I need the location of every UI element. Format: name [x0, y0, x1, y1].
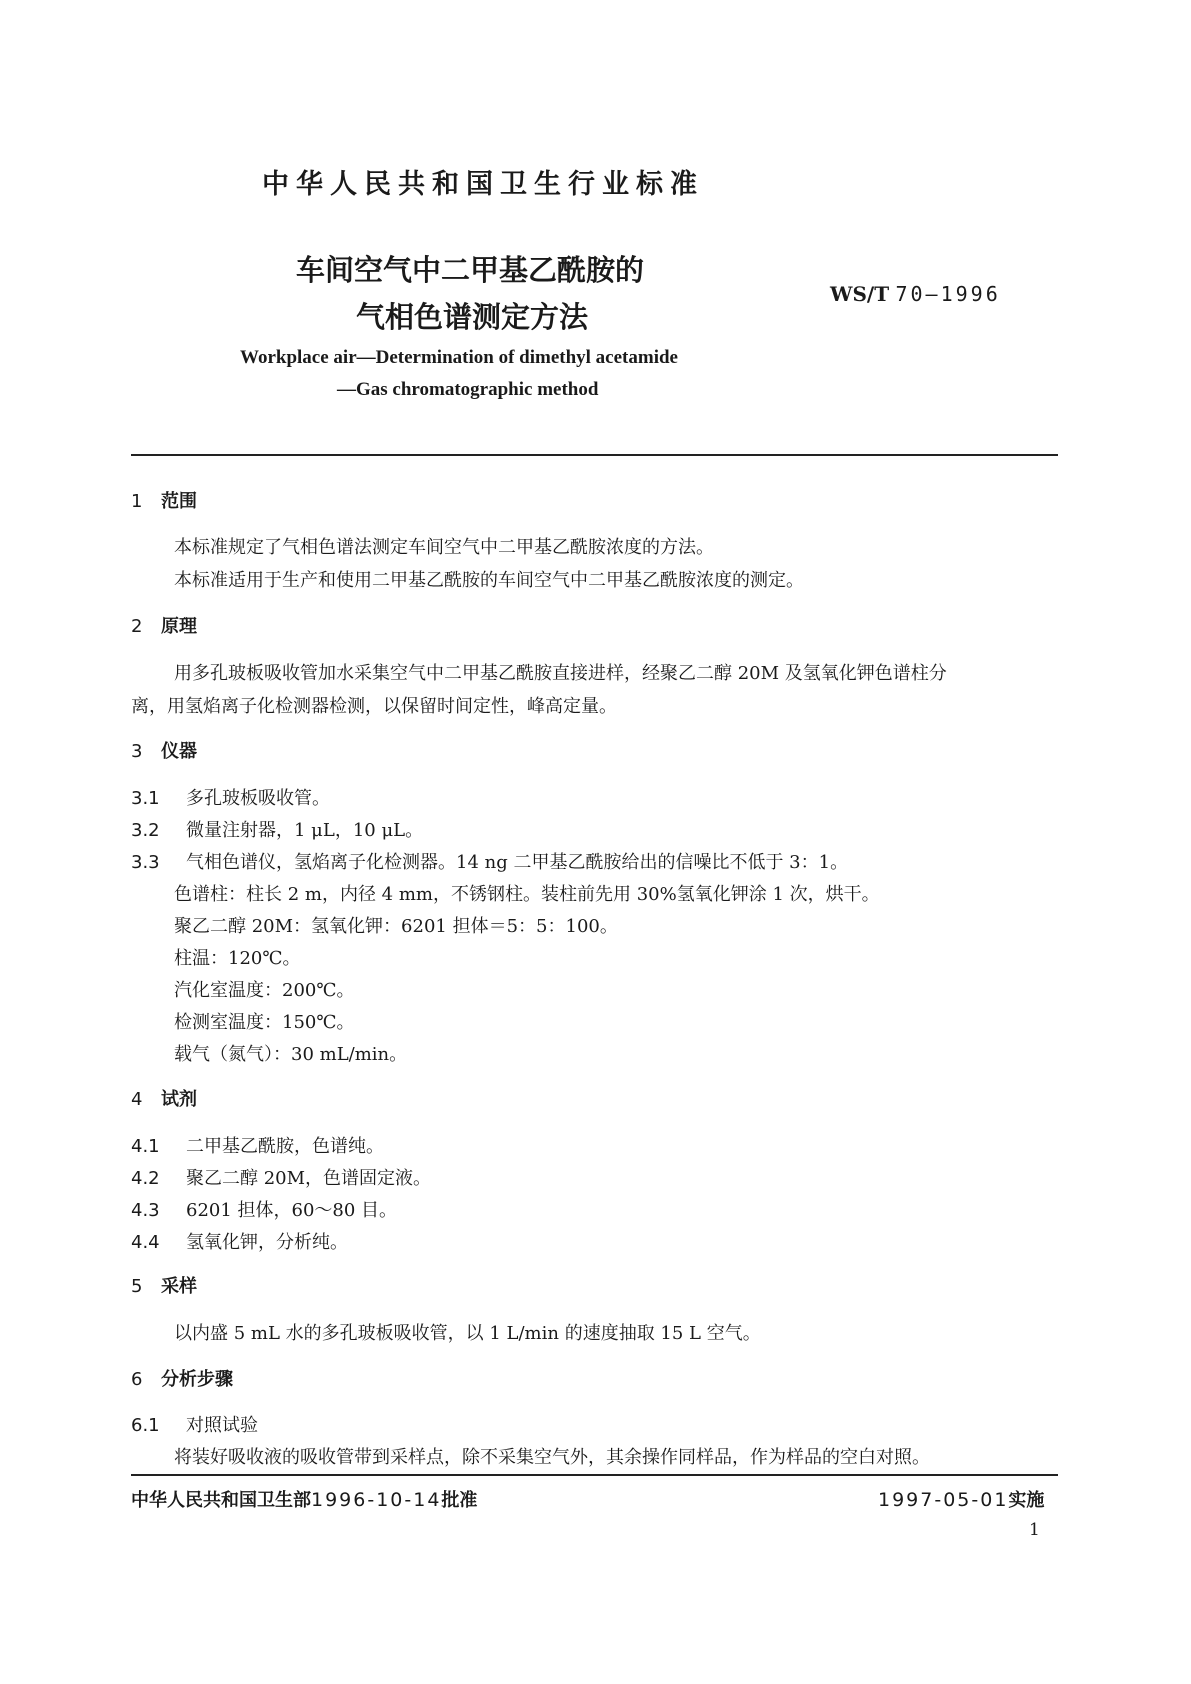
- standard-code-number: 70—1996: [895, 282, 1001, 306]
- section-3-item-1: 3.1 多孔玻板吸收管。: [131, 788, 330, 809]
- section-2-para-1: 用多孔玻板吸收管加水采集空气中二甲基乙酰胺直接进样，经聚乙二醇 20M 及氢氧化钾色谱柱分: [174, 663, 947, 684]
- title-en-line1: Workplace air—Determination of dimethyl acetamide: [240, 347, 678, 368]
- footer-effective-suffix: 实施: [1008, 1490, 1045, 1511]
- section-2-para-2: 离，用氢焰离子化检测器检测，以保留时间定性，峰高定量。: [131, 696, 617, 717]
- section-3-line-4: 汽化室温度：200℃。: [174, 980, 355, 1001]
- section-4-item-4: 4.4 氢氧化钾，分析纯。: [131, 1232, 348, 1253]
- section-6-heading: 6 分析步骤: [131, 1369, 233, 1390]
- footer-divider: [131, 1474, 1058, 1476]
- title-en-line2: —Gas chromatographic method: [337, 379, 599, 400]
- section-2-heading: 2 原理: [131, 616, 197, 637]
- section-3-line-6: 载气（氮气）：30 mL/min。: [174, 1044, 408, 1065]
- section-1-heading: 1 范围: [131, 491, 197, 512]
- header-divider: [131, 454, 1058, 456]
- section-5-heading: 5 采样: [131, 1276, 197, 1297]
- section-4-item-2: 4.2 聚乙二醇 20M，色谱固定液。: [131, 1168, 432, 1189]
- standard-organization: 中华人民共和国卫生行业标准: [262, 169, 704, 200]
- footer-approver: 中华人民共和国卫生部: [131, 1490, 311, 1511]
- title-cn-line1: 车间空气中二甲基乙酰胺的: [296, 253, 645, 287]
- section-3-line-5: 检测室温度：150℃。: [174, 1012, 355, 1033]
- title-cn-line2: 气相色谱测定方法: [356, 300, 589, 334]
- section-4-item-3: 4.3 6201 担体，60～80 目。: [131, 1200, 398, 1221]
- section-5-para-1: 以内盛 5 mL 水的多孔玻板吸收管，以 1 L/min 的速度抽取 15 L 空气。: [174, 1323, 761, 1344]
- section-3-item-2: 3.2 微量注射器，1 μL，10 μL。: [131, 820, 424, 841]
- section-3-line-2: 聚乙二醇 20M：氢氧化钾：6201 担体＝5：5：100。: [174, 916, 618, 937]
- page-number: 1: [1029, 1520, 1040, 1540]
- section-3-item-3: 3.3 气相色谱仪，氢焰离子化检测器。14 ng 二甲基乙酰胺给出的信噪比不低于 3：1。: [131, 852, 849, 873]
- section-6-para-1: 将装好吸收液的吸收管带到采样点，除不采集空气外，其余操作同样品，作为样品的空白对照。: [174, 1447, 930, 1468]
- footer-effective: [878, 1486, 1044, 1512]
- footer-approval: [131, 1486, 477, 1512]
- section-6-item-1: 6.1 对照试验: [131, 1415, 258, 1436]
- footer-approve-suffix: 批准: [441, 1490, 478, 1511]
- footer-effective-date: 1997-05-01: [878, 1489, 1009, 1511]
- footer-approve-date: 1996-10-14: [311, 1489, 442, 1511]
- section-1-para-2: 本标准适用于生产和使用二甲基乙酰胺的车间空气中二甲基乙酰胺浓度的测定。: [174, 570, 804, 591]
- section-4-item-1: 4.1 二甲基乙酰胺，色谱纯。: [131, 1136, 384, 1157]
- section-4-heading: 4 试剂: [131, 1089, 197, 1110]
- standard-code-prefix: WS/T: [830, 282, 890, 306]
- section-1-para-1: 本标准规定了气相色谱法测定车间空气中二甲基乙酰胺浓度的方法。: [174, 537, 714, 558]
- standard-code: [830, 282, 1001, 306]
- section-3-heading: 3 仪器: [131, 741, 197, 762]
- section-3-line-3: 柱温：120℃。: [174, 948, 301, 969]
- section-3-line-1: 色谱柱：柱长 2 m，内径 4 mm，不锈钢柱。装柱前先用 30%氢氧化钾涂 1 次，烘干。: [174, 884, 880, 905]
